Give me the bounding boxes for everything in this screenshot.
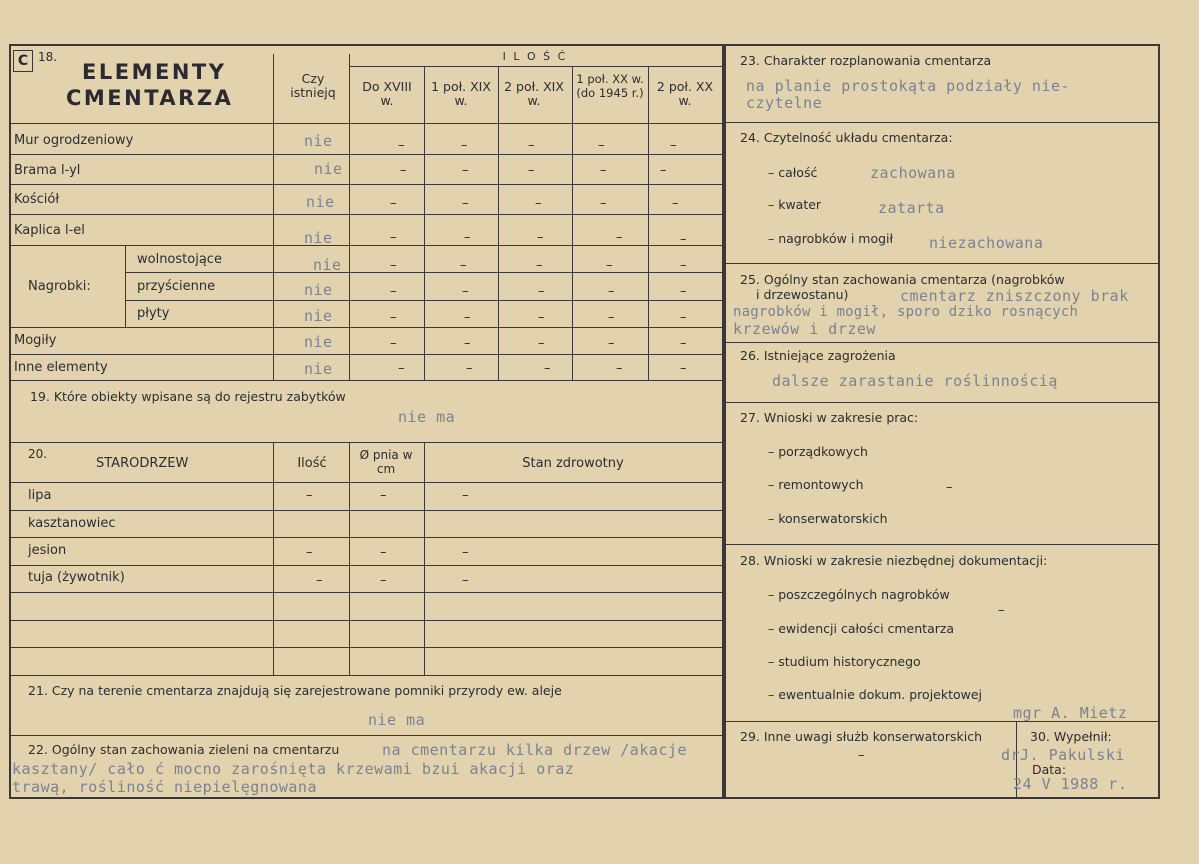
period-header-1: Do XVIII w. [362,79,412,108]
s25-label-line2: i drzewostanu) [756,287,849,302]
czy-istnieja-header: Czy istniejq [290,71,336,100]
s18-dash: – [390,258,397,273]
s19-value: nie ma [398,408,456,426]
s18-dash: – [680,258,687,273]
s18-dash: – [680,284,687,299]
s18-dash: – [537,230,544,245]
s22-line3: trawą, rośliność niepielęgnowana [12,778,317,796]
s18-dash: – [390,336,397,351]
s22-line1: na cmentarzu kilka drzew /akacje [382,741,687,759]
s18-dash: – [464,310,471,325]
s28-label: 28. Wnioski w zakresie niezbędnej dokumentacji: [740,553,1048,568]
s28-item-nagrobkow: – poszczególnych nagrobków [768,587,950,602]
value-wolnostojace: nie [313,256,342,274]
s18-dash: – [398,361,405,376]
s24-value-calosc: zachowana [870,164,956,182]
s20-dash: – [316,573,323,588]
s20-dash: – [462,545,469,560]
s18-dash: – [544,361,551,376]
s24-label: 24. Czytelność układu cmentarza: [740,130,953,145]
row-label-przyscienne: przyścienne [137,279,216,294]
ilosc-header: I L O Ś Ć [502,50,568,63]
s24-value-kwater: zatarta [878,199,945,217]
s18-dash: – [680,310,687,325]
s18-dash: – [462,284,469,299]
s18-dash: – [672,196,679,211]
row-label-mur: Mur ogrodzeniowy [14,133,134,148]
s18-number: 18. [38,50,58,64]
s18-dash: – [462,196,469,211]
s27-item-remontowych: – remontowych [768,477,864,492]
s21-value: nie ma [368,711,426,729]
s18-dash: – [528,163,535,178]
s22-label: 22. Ogólny stan zachowania zieleni na cmentarzu [28,742,340,757]
s28-item-studium: – studium historycznego [768,654,921,669]
s18-dash: – [460,258,467,273]
s18-dash: – [538,336,545,351]
value-brama: nie [314,160,343,178]
s18-dash: – [660,163,667,178]
value-plyty: nie [304,307,333,325]
s30-name: drJ. Pakulski [1001,746,1125,764]
row-label-kaplica: Kaplica l-el [14,223,85,238]
s18-dash: – [608,310,615,325]
s28-dash: – [998,603,1005,618]
s24-item-kwater: – kwater [768,197,822,212]
row-label-inne: Inne elementy [14,360,108,375]
value-kaplica: nie [304,229,333,247]
s26-value: dalsze zarastanie roślinnością [772,372,1058,390]
s18-dash: – [598,138,605,153]
s18-dash: – [461,138,468,153]
s25-line3: krzewów i drzew [733,320,876,338]
s18-dash: – [464,336,471,351]
s18-dash: – [535,196,542,211]
s18-dash: – [464,230,471,245]
s30-date: 24 V 1988 r. [1013,775,1128,793]
value-przyscienne: nie [304,281,333,299]
s18-dash: – [538,284,545,299]
s18-dash: – [390,284,397,299]
s18-dash: – [390,310,397,325]
s18-title-line1: ELEMENTY [82,60,227,84]
s18-dash: – [600,196,607,211]
tree-lipa: lipa [28,488,52,503]
s18-dash: – [528,138,535,153]
s20-dash: – [306,488,313,503]
s18-dash: – [398,138,405,153]
s30-label: 30. Wypełnił: [1030,729,1112,744]
s25-label-line1: 25. Ogólny stan zachowania cmentarza (nagrobków [740,272,1065,287]
s25-line2: nagrobków i mogił, sporo dziko rosnących [733,304,1079,320]
s30-data-label: Data: [1032,762,1067,777]
s20-dash: – [462,488,469,503]
s20-number: 20. [28,447,48,461]
s20-dash: – [462,573,469,588]
row-label-nagrobki: Nagrobki: [28,279,91,294]
s24-item-nagrobkow: – nagrobków i mogił [768,231,894,246]
row-label-brama: Brama l-yl [14,163,81,178]
s22-line2: kasztany/ cało ć mocno zarośnięta krzewami bzui akacji oraz [12,760,575,778]
s21-label: 21. Czy na terenie cmentarza znajdują się zarejestrowane pomniki przyrody ew. aleje [28,683,562,698]
s28-item-ewidencji: – ewidencji całości cmentarza [768,621,955,636]
s23-line1: na planie prostokąta podziały nie- [746,77,1071,95]
s18-dash: – [538,310,545,325]
s23-line2: czytelne [746,94,823,112]
s18-dash: – [680,232,687,247]
s18-dash: – [608,336,615,351]
period-header-5: 2 poł. XX w. [656,79,714,108]
s20-dash: – [380,488,387,503]
s25-line1: cmentarz zniszczony brak [900,287,1129,305]
s26-label: 26. Istniejące zagrożenia [740,348,896,363]
s18-dash: – [390,230,397,245]
value-kosciol: nie [306,193,335,211]
s18-title-line2: CMENTARZA [66,86,234,110]
s20-ilosc-header: Ilość [297,456,327,471]
s18-dash: – [606,258,613,273]
s20-dash: – [380,573,387,588]
s27-dash: – [946,480,953,495]
s18-dash: – [608,284,615,299]
s18-dash: – [462,163,469,178]
s18-dash: – [536,258,543,273]
s19-label: 19. Które obiekty wpisane są do rejestru zabytków [30,389,346,404]
s28-item-projektowej: – ewentualnie dokum. projektowej [768,687,983,702]
s18-dash: – [616,230,623,245]
row-label-wolnostojace: wolnostojące [137,252,222,267]
s18-dash: – [680,361,687,376]
form-letter-box [13,50,33,72]
value-mur: nie [304,132,333,150]
row-label-kosciol: Kościół [14,192,60,207]
s28-signature: mgr A. Mietz [1013,704,1128,722]
row-label-mogily: Mogiły [14,333,57,348]
value-mogily: nie [304,333,333,351]
s27-item-konserwatorskich: – konserwatorskich [768,511,888,526]
s18-dash: – [616,361,623,376]
s18-dash: – [670,138,677,153]
s20-stan-header: Stan zdrowotny [522,456,624,471]
period-header-3: 2 poł. XIX w. [504,79,564,108]
s29-dash: – [858,748,865,763]
s20-dash: – [306,545,313,560]
period-header-2: 1 poł. XIX w. [431,79,491,108]
s18-dash: – [400,163,407,178]
form-letter: C [17,53,29,69]
s24-value-nagrobkow: niezachowana [929,234,1044,252]
row-label-plyty: płyty [137,306,170,321]
s20-dash: – [380,545,387,560]
tree-jesion: jesion [28,543,67,558]
s24-item-calosc: – całość [768,165,818,180]
s27-label: 27. Wnioski w zakresie prac: [740,410,919,425]
s18-dash: – [466,361,473,376]
s27-item-porzadkowych: – porządkowych [768,444,868,459]
period-header-4: 1 poł. XX w. (do 1945 r.) [576,72,644,100]
s29-label: 29. Inne uwagi służb konserwatorskich [740,729,982,744]
tree-kasztanowiec: kasztanowiec [28,516,116,531]
s20-title: STARODRZEW [96,456,189,471]
value-inne: nie [304,360,333,378]
s18-dash: – [390,196,397,211]
tree-tuja: tuja (żywotnik) [28,570,125,585]
s23-label: 23. Charakter rozplanowania cmentarza [740,53,992,68]
s18-dash: – [600,163,607,178]
s18-dash: – [680,336,687,351]
s20-pnia-header: Ø pnia w cm [359,448,413,476]
